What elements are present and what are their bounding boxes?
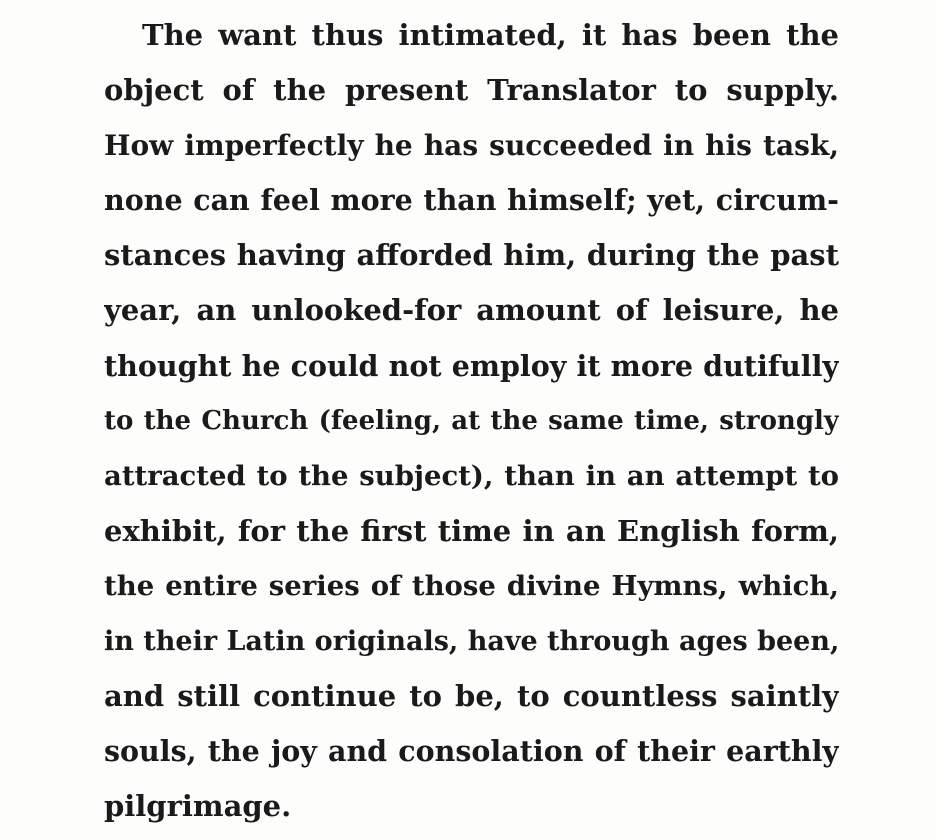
paragraph-line-14: souls, the joy and consolation of their earthly: [104, 734, 839, 769]
paragraph-line-1: The want thus intimated, it has been the: [142, 18, 839, 52]
paragraph-line-3: How imperfectly he has succeeded in his task,: [104, 129, 839, 163]
paragraph-line-11: the entire series of those divine Hymns, which,: [104, 569, 839, 602]
paragraph-line-10: exhibit, for the first time in an English form,: [104, 513, 839, 548]
paragraph: [104, 8, 839, 834]
paragraph-line-4: none can feel more than himself; yet, circum-: [104, 183, 839, 218]
paragraph-line-7: thought he could not employ it more dutifully: [104, 348, 839, 383]
paragraph-line-2: object of the present Translator to supply.: [104, 73, 839, 108]
paragraph-line-15: pilgrimage.: [104, 789, 292, 824]
paragraph-line-8: to the Church (feeling, at the same time, strongly: [104, 405, 839, 436]
paragraph-line-6: year, an unlooked-for amount of leisure, he: [104, 293, 839, 328]
paragraph-line-12: in their Latin originals, have through ages been,: [104, 626, 839, 658]
paragraph-line-9: attracted to the subject), than in an attempt to: [104, 459, 839, 492]
paragraph-line-5: stances having afforded him, during the past: [104, 238, 839, 273]
paragraph-line-13: and still continue to be, to countless saintly: [104, 679, 839, 714]
